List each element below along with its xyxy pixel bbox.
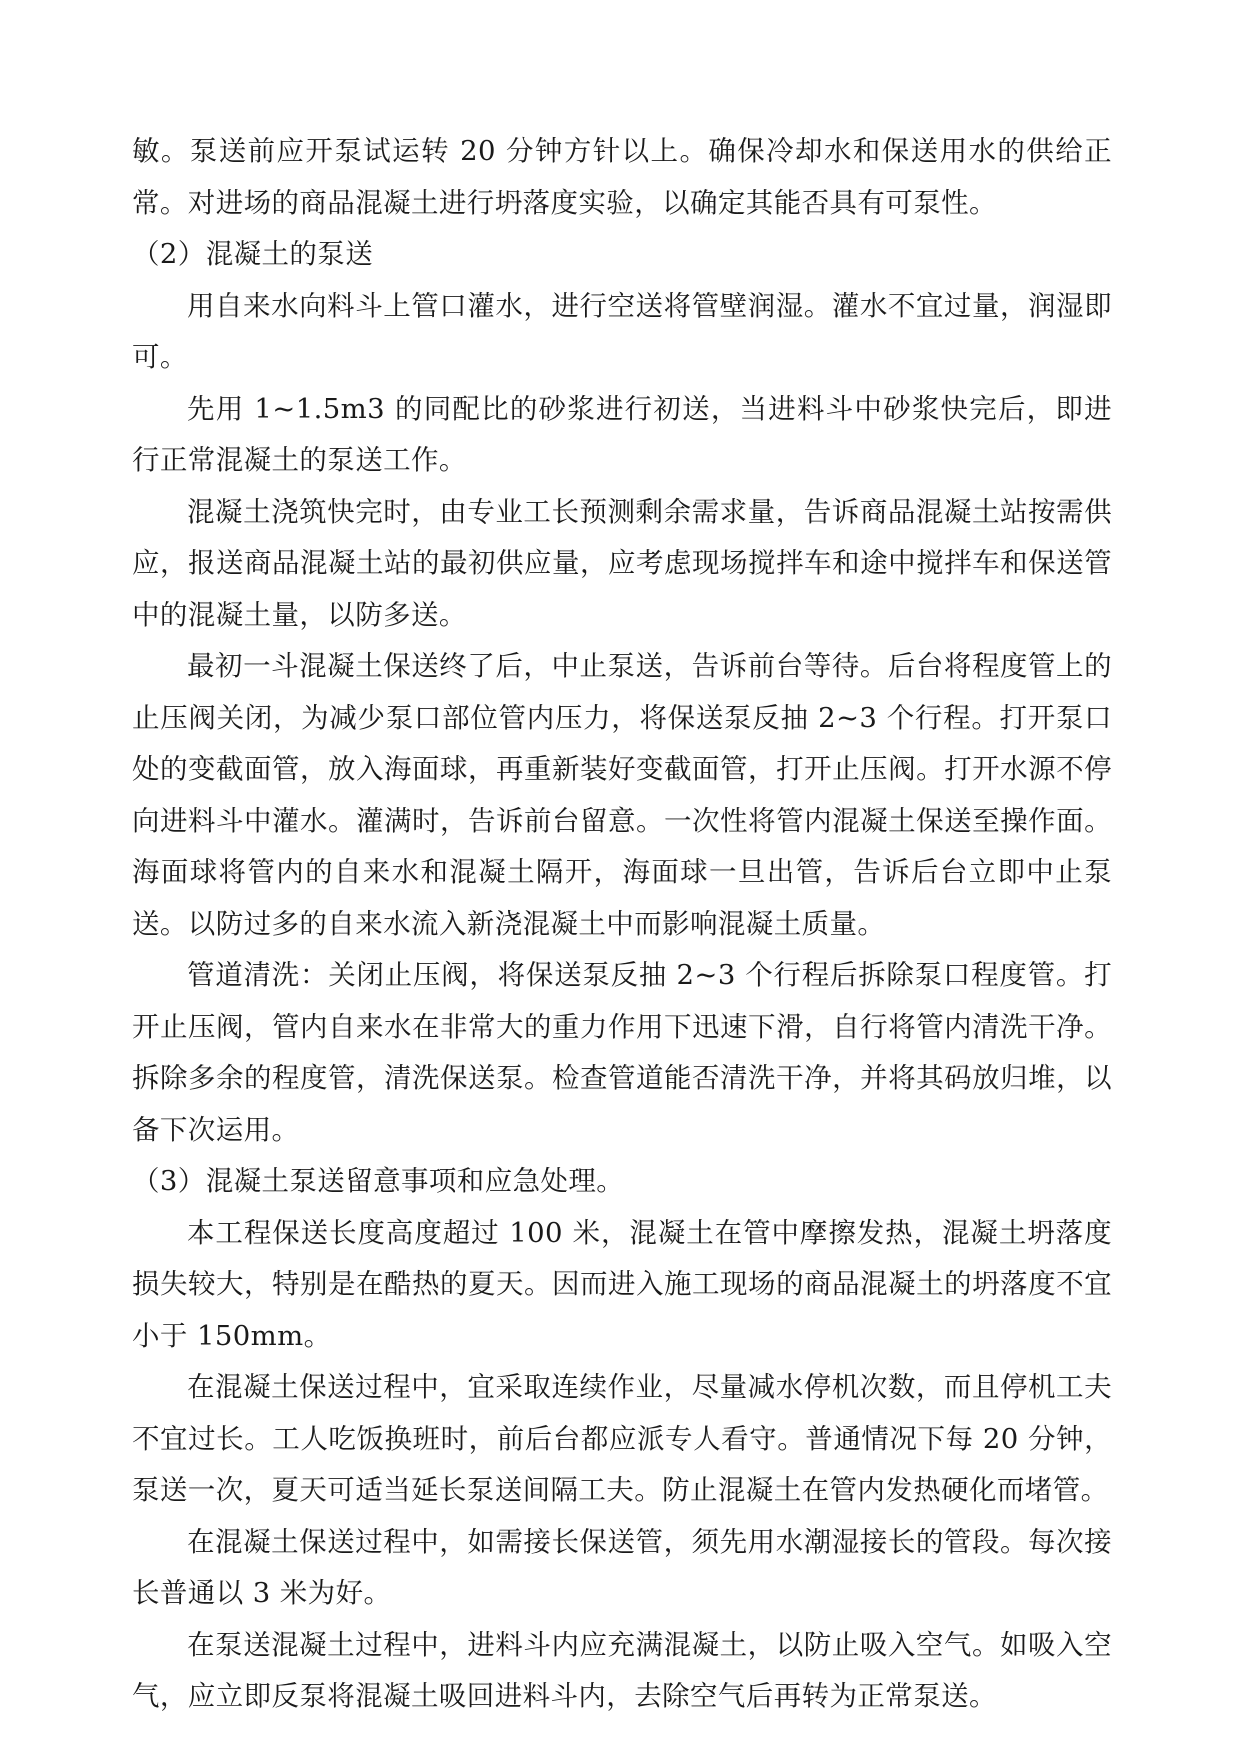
document-body <box>132 126 1112 1723</box>
paragraph: 管道清洗：关闭止压阀，将保送泵反抽 2~3 个行程后拆除泵口程度管。打开止压阀，管内自来水在非常大的重力作用下迅速下滑，自行将管内清洗干净。拆除多余的程度管，清洗保送泵。检查管道能否清洗干净，并将其码放归堆，以备下次运用。 <box>132 959 1112 1146</box>
paragraph: 用自来水向料斗上管口灌水，进行空送将管壁润湿。灌水不宜过量，润湿即可。 <box>132 289 1112 373</box>
paragraph: 混凝土浇筑快完时，由专业工长预测剩余需求量，告诉商品混凝土站按需供应，报送商品混凝土站的最初供应量，应考虑现场搅拌车和途中搅拌车和保送管中的混凝土量，以防多送。 <box>132 495 1112 631</box>
paragraph: 最初一斗混凝土保送终了后，中止泵送，告诉前台等待。后台将程度管上的止压阀关闭，为减少泵口部位管内压力，将保送泵反抽 2~3 个行程。打开泵口处的变截面管，放入海面球，再重新装好变截面管，打开止压阀。打开水源不停向进料斗中灌水。灌满时，告诉前台留意。一次性将管内混凝土保送至操作面。海面球将管内的自来水和混凝土隔开，海面球一旦出管，告诉后台立即中止泵送。以防过多的自来水流入新浇混凝土中而影响混凝土质量。 <box>132 650 1112 940</box>
section-heading-3: （3）混凝土泵送留意事项和应急处理。 <box>132 1165 625 1197</box>
paragraph-continued: 敏。泵送前应开泵试运转 20 分钟方针以上。确保冷却水和保送用水的供给正常。对进场的商品混凝土进行坍落度实验，以确定其能否具有可泵性。 <box>132 135 1112 219</box>
section-heading-2: （2）混凝土的泵送 <box>132 238 374 270</box>
paragraph: 在混凝土保送过程中，如需接长保送管，须先用水潮湿接长的管段。每次接长普通以 3 米为好。 <box>132 1525 1112 1609</box>
paragraph: 先用 1~1.5m3 的同配比的砂浆进行初送，当进料斗中砂浆快完后，即进行正常混凝土的泵送工作。 <box>132 392 1112 476</box>
paragraph: 在混凝土保送过程中，宜采取连续作业，尽量减水停机次数，而且停机工夫不宜过长。工人吃饭换班时，前后台都应派专人看守。普通情况下每 20 分钟，泵送一次，夏天可适当延长泵送间隔工夫。防止混凝土在管内发热硬化而堵管。 <box>132 1371 1112 1506</box>
paragraph: 本工程保送长度高度超过 100 米，混凝土在管中摩擦发热，混凝土坍落度损失较大，特别是在酷热的夏天。因而进入施工现场的商品混凝土的坍落度不宜小于 150mm。 <box>132 1216 1112 1352</box>
paragraph: 在泵送混凝土过程中，进料斗内应充满混凝土，以防止吸入空气。如吸入空气，应立即反泵将混凝土吸回进料斗内，去除空气后再转为正常泵送。 <box>132 1628 1112 1712</box>
